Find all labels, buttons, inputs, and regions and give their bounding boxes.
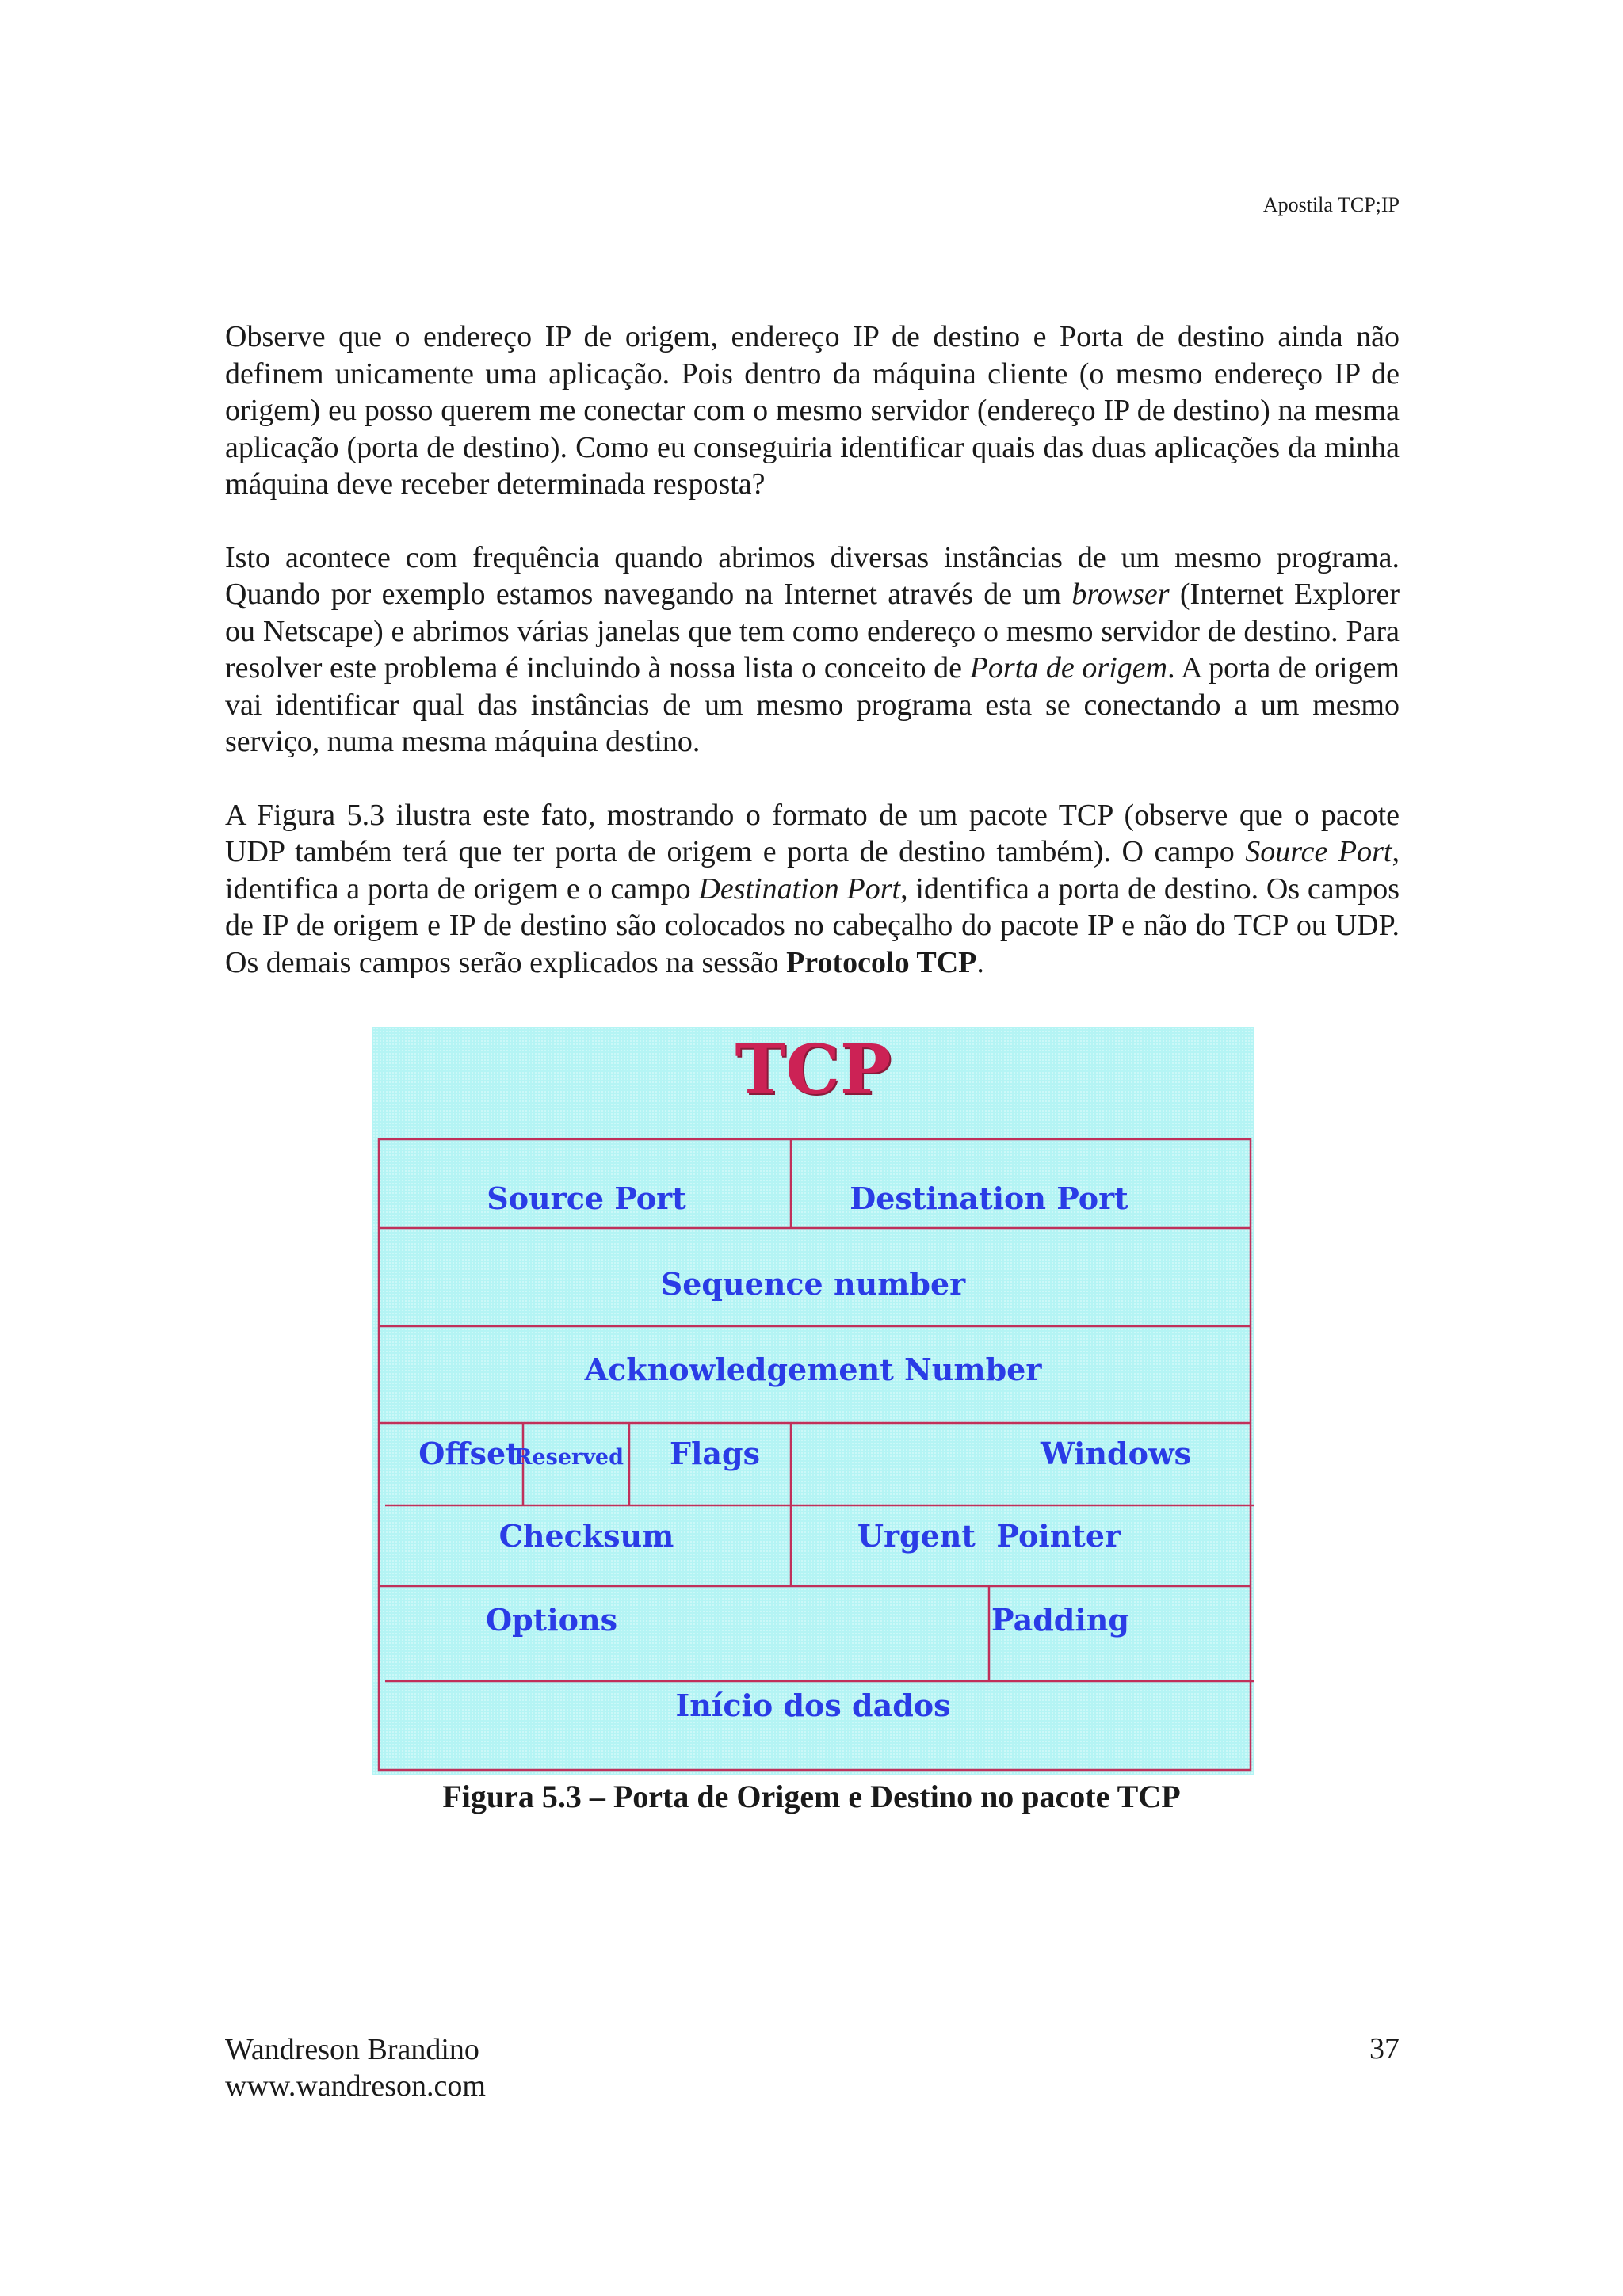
running-header: Apostila TCP;IP — [1262, 193, 1400, 216]
tcp-header-figure — [372, 1027, 1254, 1775]
field-windows: Windows — [1040, 1436, 1192, 1471]
figure-caption: Figura 5.3 – Porta de Origem e Destino no pacote TCP — [442, 1779, 1181, 1814]
field-destination-port: Destination Port — [850, 1180, 1128, 1216]
field-source-port: Source Port — [487, 1180, 686, 1216]
field-checksum: Checksum — [498, 1518, 674, 1554]
page-number: 37 — [1369, 2032, 1400, 2065]
field-inicio-dos-dados: Início dos dados — [675, 1688, 951, 1723]
field-options: Options — [485, 1602, 618, 1638]
tcp-header-diagram — [372, 1027, 1254, 1775]
body-text — [225, 318, 1400, 1017]
footer-website: www.wandreson.com — [225, 2069, 486, 2103]
field-acknowledgement-number: Acknowledgement Number — [584, 1352, 1042, 1387]
field-sequence-number: Sequence number — [660, 1266, 966, 1302]
field-reserved: Reserved — [514, 1445, 624, 1470]
figure-title: TCP — [735, 1030, 892, 1110]
footer-author: Wandreson Brandino — [225, 2033, 479, 2066]
field-flags: Flags — [670, 1436, 760, 1471]
paragraph-3: A Figura 5.3 ilustra este fato, mostrando o formato de um pacote TCP (observe que o pacote UDP também terá que ter porta de origem e porta de destino também). O campo Source Port, identifica a porta de origem e o campo Destination Port, identifica a porta de destino. Os campos de IP de origem e IP de destino são colocados no cabeçalho do pacote IP e não do TCP ou UDP. Os demais campos serão explicados na sessão Protocolo TCP. — [225, 798, 1400, 979]
paragraph-2: Isto acontece com frequência quando abrimos diversas instâncias de um mesmo programa. Quando por exemplo estamos navegando na Internet através de um browser (Internet Explorer ou Netscape) e abrimos várias janelas que tem como endereço o mesmo servidor de destino. Para resolver este problema é incluindo à nossa lista o conceito de Porta de origem. A porta de origem vai identificar qual das instâncias de um mesmo programa esta se conectando a um mesmo serviço, numa mesma máquina destino. — [225, 540, 1400, 758]
paragraph-1: Observe que o endereço IP de origem, endereço IP de destino e Porta de destino ainda não definem unicamente uma aplicação. Pois dentro da máquina cliente (o mesmo endereço IP de origem) eu posso querem me conectar com o mesmo servidor (endereço IP de destino) na mesma aplicação (porta de destino). Como eu conseguiria identificar quais das duas aplicações da minha máquina deve receber determinada resposta? — [225, 320, 1400, 501]
field-padding: Padding — [991, 1602, 1129, 1638]
footer-author-block — [225, 2031, 486, 2104]
field-offset: Offset — [418, 1436, 520, 1471]
field-urgent-pointer: Urgent Pointer — [857, 1518, 1121, 1554]
